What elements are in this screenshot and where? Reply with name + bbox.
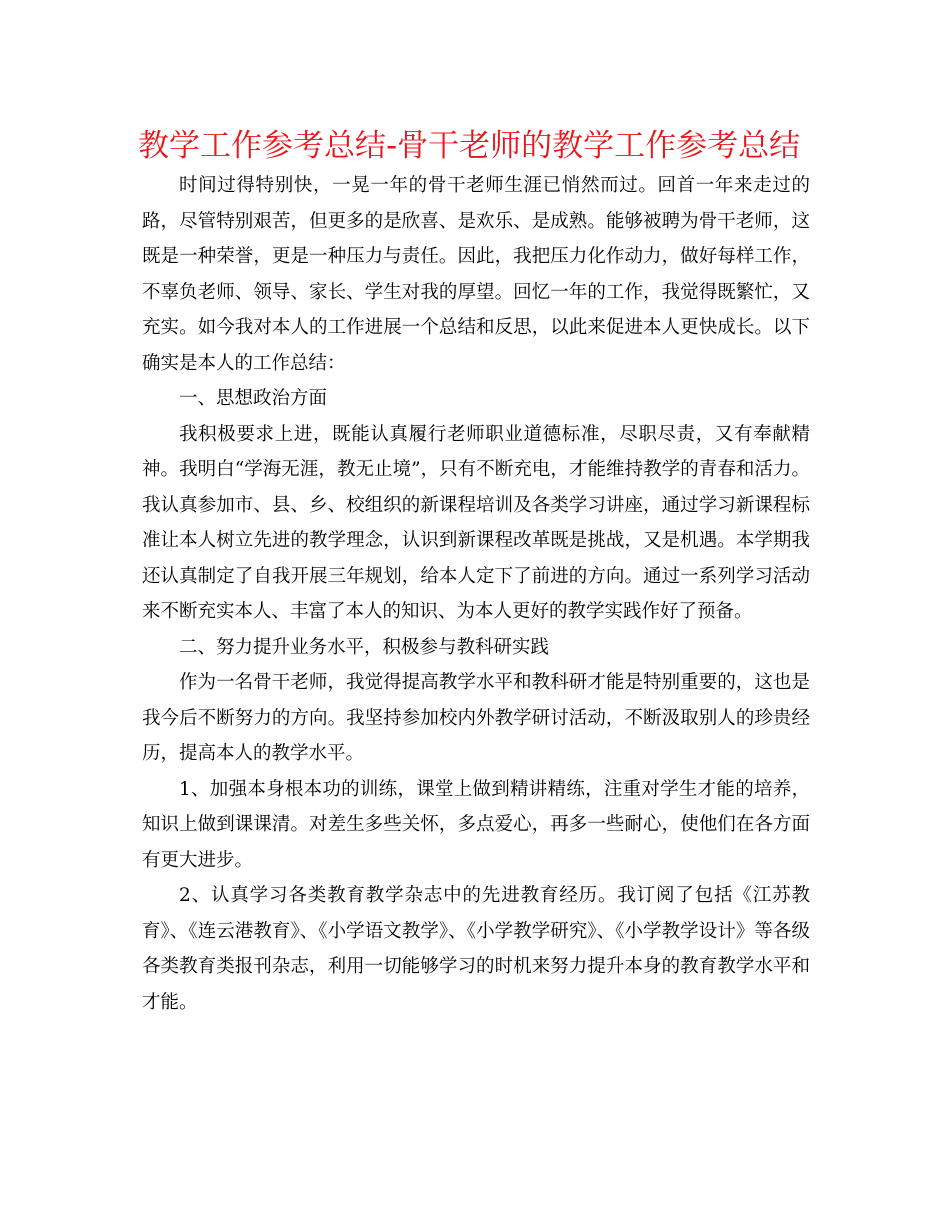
paragraph-section-2: 作为一名骨干老师，我觉得提高教学水平和教科研才能是特别重要的，这也是我今后不断努力的方向。我坚持参加校内外教学研讨活动，不断汲取别人的珍贵经历，提高本人的教学水平。	[142, 672, 810, 764]
section-heading-1: 一、思想政治方面	[179, 388, 328, 409]
list-item-1: 1、加强本身根本功的训练，课堂上做到精讲精练，注重对学生才能的培养，知识上做到课课清。对差生多些关怀，多点爱心，再多一些耐心，使他们在各方面有更大进步。	[142, 778, 810, 871]
document-body	[142, 168, 810, 1020]
section-heading-2: 二、努力提升业务水平，积极参与教科研实践	[179, 636, 550, 658]
document-title: 教学工作参考总结-骨干老师的教学工作参考总结	[138, 128, 801, 164]
paragraph-intro: 时间过得特别快，一晃一年的骨干老师生涯已悄然而过。回首一年来走过的路，尽管特别艰苦，但更多的是欣喜、是欢乐、是成熟。能够被聘为骨干老师，这既是一种荣誉，更是一种压力与责任。因此，我把压力化作动力，做好每样工作，不辜负老师、领导、家长、学生对我的厚望。回忆一年的工作，我觉得既繁忙，又充实。如今我对本人的工作进展一个总结和反思，以此来促进本人更快成长。以下确实是本人的工作总结：	[142, 175, 810, 374]
paragraph-section-1: 我积极要求上进，既能认真履行老师职业道德标准，尽职尽责，又有奉献精神。我明白“学海无涯，教无止境”，只有不断充电，才能维持教学的青春和活力。我认真参加市、县、乡、校组织的新课程培训及各类学习讲座，通过学习新课程标准让本人树立先进的教学理念，认识到新课程改革既是挑战，又是机遇。本学期我还认真制定了自我开展三年规划，给本人定下了前进的方向。通过一系列学习活动来不断充实本人、丰富了本人的知识、为本人更好的教学实践作好了预备。	[142, 423, 810, 622]
list-item-2: 2、认真学习各类教育教学杂志中的先进教育经历。我订阅了包括《江苏教育》、《连云港教育》、《小学语文教学》、《小学教学研究》、《小学教学设计》等各级各类教育类报刊杂志，利用一切能够学习的时机来努力提升本身的教育教学水平和才能。	[142, 885, 810, 1013]
